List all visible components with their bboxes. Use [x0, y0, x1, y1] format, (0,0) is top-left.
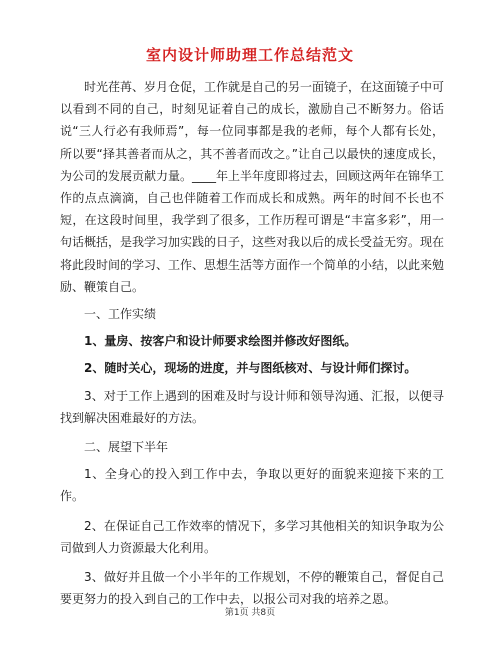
- work-item-2: 2、随时关心，现场的进度，并与图纸核对、与设计师们探讨。: [84, 361, 417, 376]
- section-heading-outlook: 二、展望下半年: [84, 440, 169, 455]
- work-item-3: 3、对于工作上遇到的困难及时与设计师和领导沟通、汇报，以便寻找到解决困难最好的方法。: [60, 388, 444, 425]
- document-title: 室内设计师助理工作总结范文: [145, 46, 354, 64]
- section-heading-work-results: 一、工作实绩: [84, 307, 157, 322]
- page-number: 第1页 共8页: [224, 608, 276, 618]
- outlook-item-2: 2、在保证自己工作效率的情况下，多学习其他相关的知识争取为公司做到人力资源最大化利用。: [60, 518, 444, 555]
- work-item-1: 1、量房、按客户和设计师要求绘图并修改好图纸。: [84, 334, 357, 349]
- document-body: [60, 76, 444, 617]
- intro-paragraph: 时光荏苒、岁月仓促，工作就是自己的另一面镜子，在这面镜子中可以看到不同的自己，时刻见证着自己的成长，激励自己不断努力。俗话说“三人行必有我师焉”，每一位同事都是我的老师，每个人都有长处，所以要“择其善者而从之，其不善者而改之。”让自己以最快的速度成长，为公司的发展贡献力量。____年上半年度即将过去，回顾这两年在锦华工作的点点滴滴，自己也伴随着工作而成长和成熟。两年的时间不长也不短，在这段时间里，我学到了很多，工作历程可谓是“丰富多彩”，用一句话概括，是我学习加实践的日子，这些对我以后的成长受益无穷。现在将此段时间的学习、工作、思想生活等方面作一个简单的小结，以此来勉励、鞭策自己。: [60, 80, 445, 294]
- outlook-item-1: 1、全身心的投入到工作中去，争取以更好的面貌来迎接下来的工作。: [60, 467, 444, 504]
- outlook-item-3: 3、做好并且做一个小半年的工作规划，不停的鞭策自己，督促自己要更努力的投入到自己的工作中去，以报公司对我的培养之恩。: [60, 570, 444, 607]
